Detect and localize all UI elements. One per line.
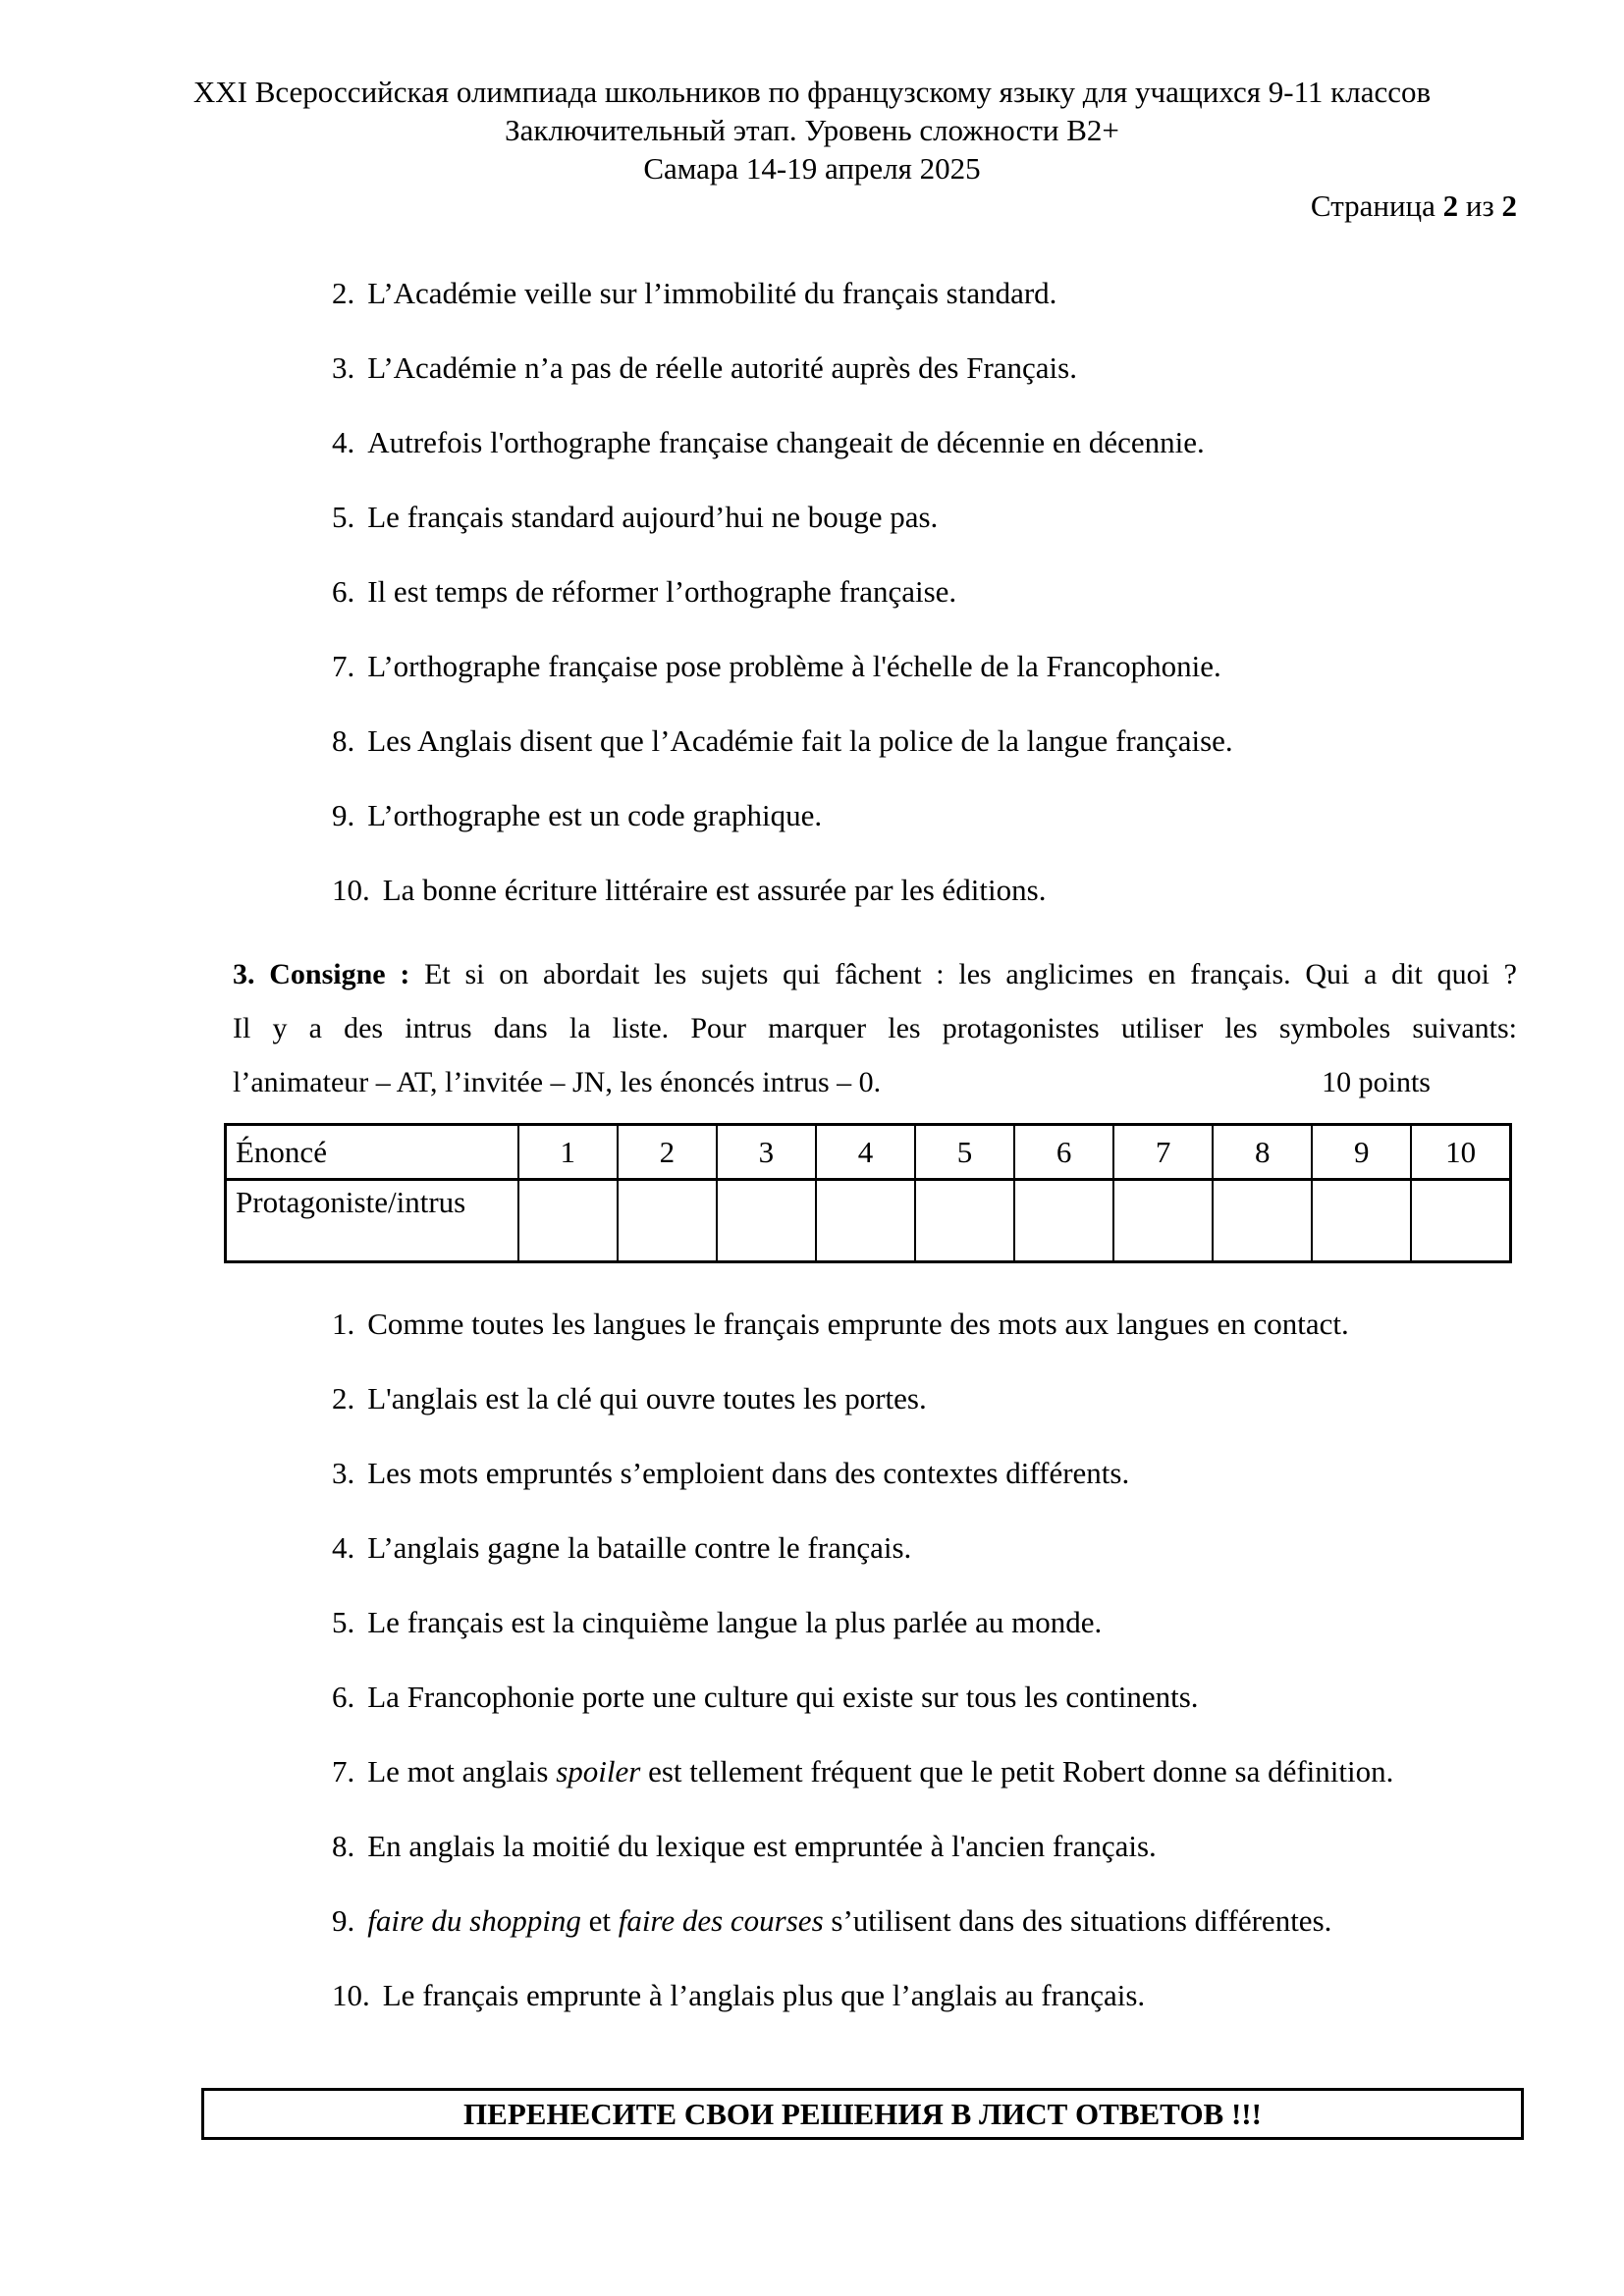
item-text: Autrefois l'orthographe française changeait de décennie en décennie. [367,425,1205,459]
item-text-italic: faire des courses [618,1903,824,1938]
consigne-line-3 [233,1055,1517,1109]
item-number: 6. [332,574,355,609]
list-item [332,1456,1516,1491]
item-number: 7. [332,1754,355,1789]
item-number: 4. [332,1530,355,1565]
item-text: Le français standard aujourd’hui ne bouge pas. [367,500,939,534]
item-text [367,1903,1331,1938]
list-item [332,1381,1516,1416]
item-text: En anglais la moitié du lexique est empruntée à l'ancien français. [367,1829,1157,1863]
header-line-1: XXI Всероссийская олимпиада школьников по французскому языку для учащихся 9-11 классов [192,75,1432,109]
item-number: 6. [332,1680,355,1714]
answer-cell-3 [717,1180,816,1262]
item-number: 9. [332,1903,355,1938]
item-text: Comme toutes les langues le français emprunte des mots aux langues en contact. [367,1307,1349,1341]
page-indicator-current: 2 [1442,188,1459,223]
list-item [332,276,1516,311]
list-item [332,1829,1516,1864]
item-number: 5. [332,500,355,534]
list-item [332,350,1516,386]
list-item [332,649,1516,684]
consigne-label: 3. Consigne : [233,958,410,990]
column-header-9: 9 [1312,1125,1411,1180]
list-item [332,1605,1516,1640]
item-number: 2. [332,1381,355,1415]
item-text: La bonne écriture littéraire est assurée par les éditions. [382,873,1047,907]
footer-notice-text: ПЕРЕНЕСИТЕ СВОИ РЕШЕНИЯ В ЛИСТ ОТВЕТОВ !!! [463,2097,1262,2131]
consigne-line-1 [233,947,1517,1001]
consigne-text-1: Et si on abordait les sujets qui fâchent : les anglicimes en français. Qui a dit quoi ? [424,958,1517,990]
item-text: Les mots empruntés s’emploient dans des contextes différents. [367,1456,1130,1490]
column-header-1: 1 [518,1125,618,1180]
item-text: L’anglais gagne la bataille contre le français. [367,1530,912,1565]
page-indicator [0,187,1624,225]
item-number: 10. [332,1978,370,2012]
consigne-text-3: l’animateur – AT, l’invitée – JN, les énoncés intrus – 0. [233,1066,882,1098]
answer-cell-6 [1014,1180,1113,1262]
list-item [332,798,1516,833]
column-header-2: 2 [618,1125,717,1180]
list-item [332,425,1516,460]
list-item [332,1754,1516,1789]
list-item [332,723,1516,759]
item-number: 3. [332,1456,355,1490]
item-number: 4. [332,425,355,459]
item-text-part: et [580,1903,619,1938]
item-text: L’orthographe française pose problème à l'échelle de la Francophonie. [367,649,1221,683]
column-header-enonce: Énoncé [226,1125,518,1180]
table-header-row [226,1125,1511,1180]
item-text: Les Anglais disent que l’Académie fait la police de la langue française. [367,723,1233,758]
answer-cell-2 [618,1180,717,1262]
item-number: 10. [332,873,370,907]
item-text-italic: faire du shopping [367,1903,581,1938]
item-text-italic: spoiler [556,1754,641,1789]
column-header-5: 5 [915,1125,1014,1180]
item-text-part: Le mot anglais [367,1754,557,1789]
answer-cell-4 [816,1180,915,1262]
item-text: L’orthographe est un code graphique. [367,798,823,832]
page-header [0,0,1624,187]
list-item [332,1307,1516,1342]
column-header-4: 4 [816,1125,915,1180]
column-header-6: 6 [1014,1125,1113,1180]
row-label-cell: Protagoniste/intrus [226,1180,518,1262]
list-item [332,1680,1516,1715]
column-header-3: 3 [717,1125,816,1180]
table-answer-row [226,1180,1511,1262]
task2-statements-list [332,276,1516,908]
item-text: La Francophonie porte une culture qui existe sur tous les continents. [367,1680,1199,1714]
column-header-7: 7 [1113,1125,1213,1180]
item-text-part: est tellement fréquent que le petit Robert donne sa définition. [640,1754,1394,1789]
task3-statements-list [332,1307,1516,2013]
item-text: Le français emprunte à l’anglais plus que l’anglais au français. [382,1978,1146,2012]
answer-cell-1 [518,1180,618,1262]
item-number: 5. [332,1605,355,1639]
answer-cell-10 [1411,1180,1510,1262]
answer-cell-9 [1312,1180,1411,1262]
item-text: Le français est la cinquième langue la plus parlée au monde. [367,1605,1103,1639]
item-text-part: s’utilisent dans des situations différentes. [823,1903,1332,1938]
item-text [367,1754,1393,1789]
answer-cell-8 [1213,1180,1312,1262]
item-text: Il est temps de réformer l’orthographe française. [367,574,957,609]
header-line-3: Самара 14-19 апреля 2025 [643,151,981,186]
page-indicator-prefix: Страница [1310,188,1435,223]
item-number: 7. [332,649,355,683]
list-item [332,1530,1516,1566]
column-header-10: 10 [1411,1125,1510,1180]
page-indicator-total: 2 [1501,188,1517,223]
list-item [332,500,1516,535]
item-number: 1. [332,1307,355,1341]
item-number: 8. [332,1829,355,1863]
page-indicator-separator: из [1465,188,1494,223]
item-number: 2. [332,276,355,310]
answer-cell-5 [915,1180,1014,1262]
header-line-2: Заключительный этап. Уровень сложности В2+ [505,113,1119,147]
answer-cell-7 [1113,1180,1213,1262]
list-item [332,574,1516,610]
item-text: L'anglais est la clé qui ouvre toutes les portes. [367,1381,927,1415]
item-number: 3. [332,350,355,385]
column-header-8: 8 [1213,1125,1312,1180]
answer-table [224,1123,1512,1263]
list-item [332,1903,1516,1939]
item-text: L’Académie n’a pas de réelle autorité auprès des Français. [367,350,1077,385]
task3-consigne-paragraph [233,947,1517,1109]
list-item [332,873,1516,908]
item-text: L’Académie veille sur l’immobilité du français standard. [367,276,1057,310]
footer-notice-box [201,2088,1524,2140]
item-number: 8. [332,723,355,758]
list-item [332,1978,1516,2013]
item-number: 9. [332,798,355,832]
points-label: 10 points [1322,1066,1431,1098]
consigne-line-2: Il y a des intrus dans la liste. Pour marquer les protagonistes utiliser les symboles suivants: [233,1012,1517,1044]
